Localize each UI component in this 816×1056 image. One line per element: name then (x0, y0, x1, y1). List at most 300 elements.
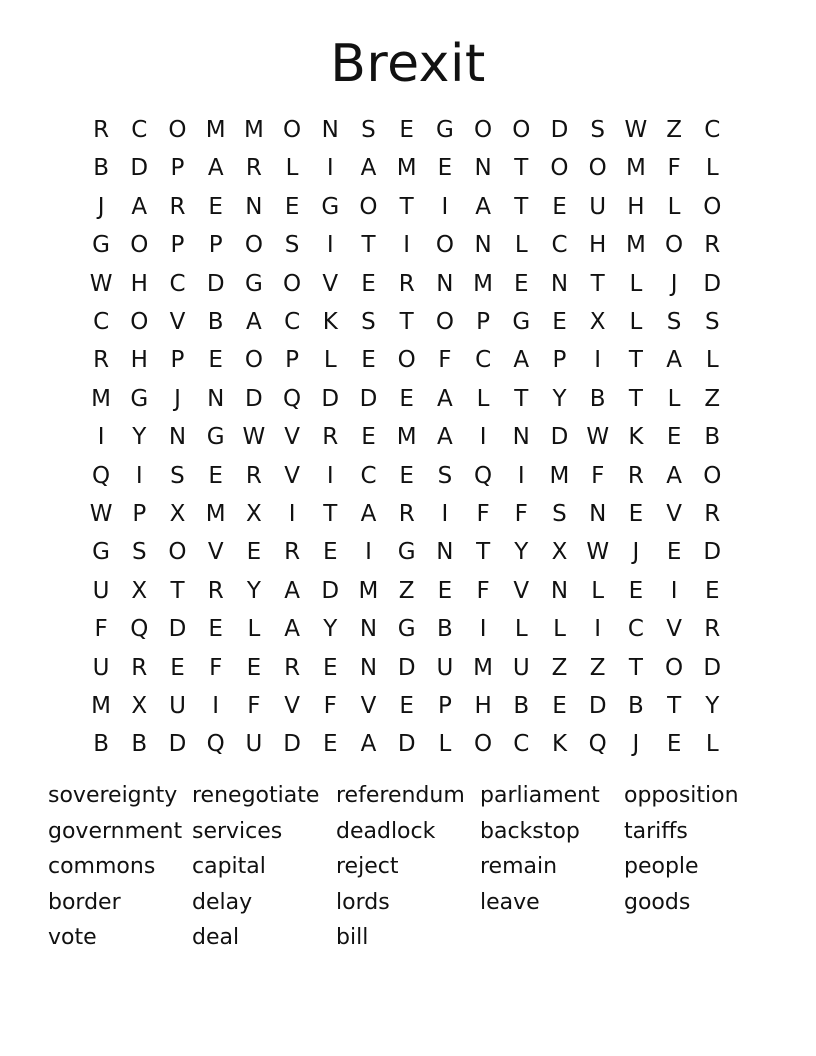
grid-letter[interactable]: Y (552, 385, 567, 412)
grid-letter[interactable]: D (588, 693, 607, 719)
grid-letter[interactable]: I (135, 462, 143, 489)
grid-letter[interactable]: P (208, 232, 223, 259)
grid-letter[interactable]: N (359, 616, 378, 643)
grid-letter[interactable]: A (284, 616, 300, 643)
grid-letter[interactable]: C (627, 616, 644, 643)
grid-letter[interactable]: I (517, 462, 525, 489)
grid-letter[interactable]: E (666, 539, 682, 566)
grid-letter[interactable]: P (476, 309, 491, 335)
grid-letter[interactable]: E (246, 539, 262, 566)
grid-letter[interactable]: U (512, 654, 530, 681)
grid-letter[interactable]: V (284, 462, 300, 489)
grid-letter[interactable]: D (397, 731, 416, 758)
grid-letter[interactable]: T (361, 232, 376, 259)
grid-letter[interactable]: D (168, 731, 187, 758)
grid-letter[interactable]: M (358, 577, 379, 604)
grid-letter[interactable]: V (207, 539, 224, 566)
grid-letter[interactable]: S (590, 117, 605, 143)
grid-letter[interactable]: P (437, 693, 452, 719)
grid-letter[interactable]: I (97, 424, 105, 451)
grid-letter[interactable]: D (130, 155, 149, 182)
grid-letter[interactable]: W (624, 117, 648, 143)
word-list-item: delay (192, 889, 253, 915)
grid-letter[interactable]: D (703, 654, 722, 681)
grid-letter[interactable]: U (589, 193, 607, 220)
grid-letter[interactable]: N (321, 117, 339, 143)
grid-letter[interactable]: M (91, 385, 112, 412)
grid-letter[interactable]: C (169, 270, 186, 297)
grid-letter[interactable]: T (476, 539, 491, 566)
grid-letter[interactable]: V (322, 270, 339, 297)
grid-letter[interactable]: U (245, 731, 263, 758)
grid-letter[interactable]: V (513, 577, 530, 604)
grid-letter[interactable]: L (629, 270, 643, 297)
grid-letter[interactable]: T (323, 501, 338, 527)
grid-letter[interactable]: Y (132, 424, 147, 451)
grid-letter[interactable]: M (625, 155, 646, 182)
grid-letter[interactable]: B (589, 385, 606, 412)
grid-letter[interactable]: F (209, 654, 223, 681)
grid-letter[interactable]: T (628, 654, 643, 681)
grid-letter[interactable]: E (399, 693, 414, 719)
grid-letter[interactable]: N (359, 654, 378, 681)
grid-letter[interactable]: O (283, 117, 302, 143)
grid-letter[interactable]: R (284, 539, 301, 566)
grid-letter[interactable]: I (403, 232, 411, 259)
grid-letter[interactable]: F (247, 693, 261, 719)
grid-letter[interactable]: C (551, 232, 568, 259)
grid-letter[interactable]: M (205, 117, 226, 143)
grid-letter[interactable]: N (512, 424, 530, 451)
grid-letter[interactable]: D (550, 424, 569, 451)
grid-letter[interactable]: W (586, 539, 610, 566)
grid-letter[interactable]: O (474, 731, 493, 758)
grid-letter[interactable]: A (475, 193, 491, 220)
grid-letter[interactable]: R (704, 616, 721, 643)
grid-letter[interactable]: U (169, 693, 186, 719)
grid-letter[interactable]: E (437, 155, 453, 182)
grid-letter[interactable]: S (437, 462, 453, 489)
grid-letter[interactable]: N (207, 385, 225, 412)
grid-letter[interactable]: B (93, 731, 109, 758)
grid-letter[interactable]: E (514, 270, 529, 297)
grid-letter[interactable]: N (589, 501, 607, 527)
grid-letter[interactable]: O (512, 117, 531, 143)
grid-letter[interactable]: A (360, 731, 377, 758)
grid-letter[interactable]: R (284, 654, 301, 681)
grid-letter[interactable]: G (512, 309, 531, 335)
word-list-item: commons (48, 854, 156, 879)
grid-letter[interactable]: L (705, 155, 719, 182)
word-list-item: people (624, 854, 699, 879)
grid-letter[interactable]: E (323, 731, 338, 758)
grid-letter[interactable]: R (245, 462, 262, 489)
grid-letter[interactable]: E (323, 539, 338, 566)
grid-letter[interactable]: Z (666, 117, 682, 143)
grid-letter[interactable]: I (594, 347, 602, 374)
grid-letter[interactable]: J (632, 731, 640, 758)
grid-letter[interactable]: T (514, 155, 529, 182)
grid-letter[interactable]: N (474, 155, 492, 182)
grid-letter[interactable]: I (479, 424, 487, 451)
grid-letter[interactable]: F (667, 155, 681, 182)
grid-letter[interactable]: T (590, 270, 605, 297)
grid-letter[interactable]: O (130, 309, 149, 335)
grid-letter[interactable]: I (670, 577, 678, 604)
grid-letter[interactable]: C (704, 117, 721, 143)
grid-letter[interactable]: T (399, 309, 414, 335)
grid-letter[interactable]: C (131, 117, 148, 143)
grid-letter[interactable]: L (438, 731, 452, 758)
grid-letter[interactable]: N (550, 270, 569, 297)
grid-letter[interactable]: E (628, 577, 644, 604)
grid-letter[interactable]: U (92, 577, 110, 604)
grid-letter[interactable]: I (326, 232, 334, 259)
grid-letter[interactable]: T (399, 193, 414, 220)
grid-letter[interactable]: X (131, 693, 148, 719)
grid-letter[interactable]: O (168, 539, 187, 566)
grid-letter[interactable]: E (323, 654, 338, 681)
grid-letter[interactable]: O (397, 347, 416, 374)
grid-letter[interactable]: H (627, 193, 645, 220)
grid-letter[interactable]: G (206, 424, 225, 451)
grid-letter[interactable]: V (169, 309, 186, 335)
grid-letter[interactable]: K (322, 309, 338, 335)
grid-letter[interactable]: X (131, 577, 148, 604)
grid-letter[interactable]: X (589, 309, 606, 335)
grid-letter[interactable]: Q (283, 385, 302, 412)
grid-letter[interactable]: Q (92, 462, 111, 489)
grid-letter[interactable]: R (93, 117, 110, 143)
grid-letter[interactable]: Q (130, 616, 149, 643)
grid-letter[interactable]: E (361, 270, 376, 297)
grid-letter[interactable]: P (285, 347, 300, 374)
grid-letter[interactable]: B (628, 693, 644, 719)
grid-letter[interactable]: E (666, 731, 682, 758)
grid-letter[interactable]: O (359, 193, 378, 220)
grid-letter[interactable]: R (93, 347, 110, 374)
grid-letter[interactable]: N (436, 539, 454, 566)
grid-letter[interactable]: Q (474, 462, 493, 489)
grid-letter[interactable]: I (441, 193, 449, 220)
grid-letter[interactable]: R (398, 270, 415, 297)
grid-letter[interactable]: O (435, 232, 454, 259)
grid-letter[interactable]: S (552, 501, 567, 527)
grid-letter[interactable]: S (361, 309, 376, 335)
grid-letter[interactable]: D (321, 577, 340, 604)
grid-letter[interactable]: L (705, 731, 719, 758)
word-list-row (48, 814, 788, 850)
grid-letter[interactable]: N (245, 193, 263, 220)
grid-letter[interactable]: T (514, 193, 529, 220)
grid-letter[interactable]: E (208, 193, 223, 220)
grid-letter[interactable]: E (399, 117, 414, 143)
grid-letter[interactable]: L (285, 155, 299, 182)
grid-letter[interactable]: V (666, 501, 682, 527)
grid-letter[interactable]: Q (206, 731, 225, 758)
grid-letter[interactable]: I (326, 462, 334, 489)
grid-letter[interactable]: E (246, 654, 262, 681)
grid-letter[interactable]: B (437, 616, 453, 643)
grid-letter[interactable]: M (473, 654, 494, 681)
grid-letter[interactable]: B (93, 155, 109, 182)
grid-letter[interactable]: O (435, 309, 454, 335)
grid-letter[interactable]: Z (704, 385, 721, 412)
grid-letter[interactable]: G (435, 117, 454, 143)
grid-letter[interactable]: K (628, 424, 644, 451)
grid-letter[interactable]: D (206, 270, 225, 297)
grid-letter[interactable]: L (247, 616, 261, 643)
grid-letter[interactable]: L (553, 616, 566, 643)
grid-letter[interactable]: R (207, 577, 224, 604)
grid-letter[interactable]: F (591, 462, 605, 489)
word-list-item: border (48, 889, 121, 915)
grid-letter[interactable]: D (168, 616, 187, 643)
grid-letter[interactable]: B (704, 424, 721, 451)
grid-letter[interactable]: A (207, 155, 224, 182)
grid-letter[interactable]: L (476, 385, 490, 412)
grid-letter[interactable]: P (170, 155, 185, 182)
grid-letter[interactable]: L (323, 347, 337, 374)
grid-letter[interactable]: E (170, 654, 185, 681)
grid-letter[interactable]: C (284, 309, 301, 335)
grid-letter[interactable]: L (667, 193, 681, 220)
grid-letter[interactable]: T (667, 693, 682, 719)
grid-letter[interactable]: H (589, 232, 607, 259)
grid-letter[interactable]: V (360, 693, 377, 719)
grid-letter[interactable]: A (131, 193, 148, 220)
grid-letter[interactable]: I (441, 501, 449, 527)
grid-letter[interactable]: E (628, 501, 644, 527)
grid-letter[interactable]: E (399, 385, 414, 412)
grid-letter[interactable]: A (437, 385, 453, 412)
grid-letter[interactable]: Z (589, 654, 606, 681)
grid-letter[interactable]: D (245, 385, 263, 412)
grid-letter[interactable]: X (551, 539, 568, 566)
grid-letter[interactable]: M (473, 270, 494, 297)
grid-letter[interactable]: A (246, 309, 262, 335)
grid-letter[interactable]: R (704, 501, 721, 527)
grid-letter[interactable]: D (359, 385, 378, 412)
grid-letter[interactable]: R (245, 155, 262, 182)
word-list-item: government (48, 818, 183, 844)
grid-letter[interactable]: O (703, 462, 722, 489)
grid-letter[interactable]: U (436, 654, 454, 681)
grid-letter[interactable]: P (170, 347, 185, 374)
grid-letter[interactable]: V (284, 693, 300, 719)
grid-letter[interactable]: O (588, 155, 607, 182)
grid-letter[interactable]: Q (588, 731, 607, 758)
grid-letter[interactable]: I (365, 539, 372, 566)
grid-letter[interactable]: E (552, 193, 567, 220)
grid-letter[interactable]: G (92, 232, 110, 259)
grid-letter[interactable]: O (703, 193, 722, 220)
grid-letter[interactable]: S (170, 462, 185, 489)
grid-letter[interactable]: A (437, 424, 453, 451)
grid-letter[interactable]: R (131, 654, 148, 681)
grid-letter[interactable]: L (591, 577, 605, 604)
grid-letter[interactable]: P (132, 501, 147, 527)
grid-letter[interactable]: A (284, 577, 300, 604)
grid-letter[interactable]: J (670, 270, 678, 297)
grid-letter[interactable]: P (552, 347, 567, 374)
grid-letter[interactable]: M (396, 155, 417, 182)
grid-letter[interactable]: T (170, 577, 185, 604)
grid-letter[interactable]: T (628, 347, 643, 374)
grid-letter[interactable]: V (666, 616, 682, 643)
grid-letter[interactable]: G (244, 270, 263, 297)
grid-letter[interactable]: A (360, 501, 377, 527)
grid-letter[interactable]: W (89, 501, 113, 527)
grid-letter[interactable]: J (174, 385, 181, 412)
grid-letter[interactable]: M (625, 232, 646, 259)
grid-letter[interactable]: C (475, 347, 492, 374)
grid-letter[interactable]: J (632, 539, 640, 566)
grid-letter[interactable]: C (360, 462, 377, 489)
grid-letter[interactable]: T (628, 385, 643, 412)
grid-letter[interactable]: O (550, 155, 569, 182)
grid-letter[interactable]: P (170, 232, 185, 259)
grid-letter[interactable]: E (208, 462, 223, 489)
grid-letter[interactable]: G (397, 539, 416, 566)
grid-letter[interactable]: I (212, 693, 220, 719)
grid-letter[interactable]: D (397, 654, 416, 681)
grid-letter[interactable]: R (169, 193, 186, 220)
grid-letter[interactable]: S (361, 117, 376, 143)
grid-letter[interactable]: D (703, 270, 722, 297)
grid-letter[interactable]: G (321, 193, 340, 220)
grid-letter[interactable]: L (705, 347, 719, 374)
grid-letter[interactable]: G (397, 616, 416, 643)
grid-letter[interactable]: R (398, 501, 415, 527)
grid-letter[interactable]: V (284, 424, 300, 451)
grid-letter[interactable]: M (205, 501, 226, 527)
grid-letter[interactable]: M (91, 693, 112, 719)
grid-letter[interactable]: E (552, 309, 567, 335)
grid-letter[interactable]: O (474, 117, 493, 143)
grid-letter[interactable]: G (130, 385, 149, 412)
grid-letter[interactable]: A (666, 347, 682, 374)
grid-letter[interactable]: N (168, 424, 187, 451)
grid-letter[interactable]: N (550, 577, 569, 604)
grid-letter[interactable]: S (284, 232, 300, 259)
grid-letter[interactable]: E (399, 462, 414, 489)
grid-letter[interactable]: F (476, 501, 490, 527)
grid-letter[interactable]: E (284, 193, 300, 220)
grid-letter[interactable]: B (207, 309, 224, 335)
grid-letter[interactable]: E (208, 347, 223, 374)
grid-letter[interactable]: W (586, 424, 610, 451)
grid-letter[interactable]: F (323, 693, 337, 719)
grid-letter[interactable]: O (130, 232, 149, 259)
grid-letter[interactable]: M (549, 462, 570, 489)
word-list-item: opposition (624, 783, 739, 808)
grid-letter[interactable]: L (629, 309, 643, 335)
grid-letter[interactable]: M (396, 424, 417, 451)
grid-letter[interactable]: O (665, 232, 684, 259)
grid-letter[interactable]: D (550, 117, 569, 143)
grid-letter[interactable]: E (552, 693, 567, 719)
grid-letter[interactable]: E (437, 577, 453, 604)
grid-letter[interactable]: M (243, 117, 264, 143)
grid-letter[interactable]: W (89, 270, 113, 297)
grid-letter[interactable]: W (242, 424, 266, 451)
grid-letter[interactable]: D (703, 539, 722, 566)
grid-letter[interactable]: O (244, 232, 263, 259)
grid-letter[interactable]: A (360, 155, 377, 182)
grid-letter[interactable]: E (361, 424, 376, 451)
grid-letter[interactable]: F (94, 616, 108, 643)
grid-letter[interactable]: C (93, 309, 110, 335)
grid-letter[interactable]: Y (705, 693, 720, 719)
grid-letter[interactable]: E (208, 616, 223, 643)
grid-letter[interactable]: E (361, 347, 376, 374)
grid-letter[interactable]: I (594, 616, 602, 643)
grid-letter[interactable]: F (514, 501, 528, 527)
grid-letter[interactable]: U (92, 654, 110, 681)
grid-letter[interactable]: R (627, 462, 644, 489)
grid-letter[interactable]: G (92, 539, 110, 566)
grid-letter[interactable]: I (479, 616, 487, 643)
grid-letter[interactable]: D (283, 731, 301, 758)
grid-letter[interactable]: S (131, 539, 147, 566)
grid-letter[interactable]: H (130, 347, 148, 374)
grid-letter[interactable]: R (704, 232, 721, 259)
grid-letter[interactable]: I (288, 501, 296, 527)
grid-letter[interactable]: F (476, 577, 490, 604)
grid-letter[interactable]: A (666, 462, 682, 489)
grid-letter[interactable]: X (246, 501, 262, 527)
grid-letter[interactable]: X (169, 501, 186, 527)
grid-letter[interactable]: Z (398, 577, 415, 604)
grid-letter[interactable]: Y (246, 577, 261, 604)
grid-letter[interactable]: H (130, 270, 148, 297)
grid-letter[interactable]: K (551, 731, 568, 758)
grid-letter[interactable]: R (322, 424, 339, 451)
grid-letter[interactable]: L (514, 616, 528, 643)
grid-letter[interactable]: O (244, 347, 263, 374)
grid-letter[interactable]: D (321, 385, 340, 412)
grid-letter[interactable]: F (438, 347, 452, 374)
grid-letter[interactable]: S (704, 309, 720, 335)
grid-letter[interactable]: Y (323, 616, 338, 643)
grid-letter[interactable]: A (513, 347, 530, 374)
grid-letter[interactable]: E (705, 577, 720, 604)
grid-letter[interactable]: L (514, 232, 528, 259)
grid-letter[interactable]: E (666, 424, 682, 451)
grid-letter[interactable]: I (326, 155, 334, 182)
grid-letter[interactable]: O (283, 270, 302, 297)
grid-letter[interactable]: Z (551, 654, 568, 681)
grid-letter[interactable]: N (474, 232, 492, 259)
grid-letter[interactable]: T (514, 385, 529, 412)
word-list-item: deal (192, 925, 240, 950)
grid-letter[interactable]: C (513, 731, 530, 758)
grid-letter[interactable]: H (474, 693, 492, 719)
grid-row (82, 341, 732, 379)
grid-row (82, 572, 732, 610)
grid-letter[interactable]: O (665, 654, 684, 681)
grid-letter[interactable]: O (168, 117, 187, 143)
grid-letter[interactable]: Y (514, 539, 529, 566)
grid-letter[interactable]: S (666, 309, 682, 335)
grid-letter[interactable]: N (436, 270, 454, 297)
grid-row (82, 188, 732, 226)
grid-letter[interactable]: B (131, 731, 148, 758)
grid-letter[interactable]: B (513, 693, 530, 719)
grid-letter[interactable]: J (97, 193, 105, 220)
grid-letter[interactable]: L (667, 385, 681, 412)
